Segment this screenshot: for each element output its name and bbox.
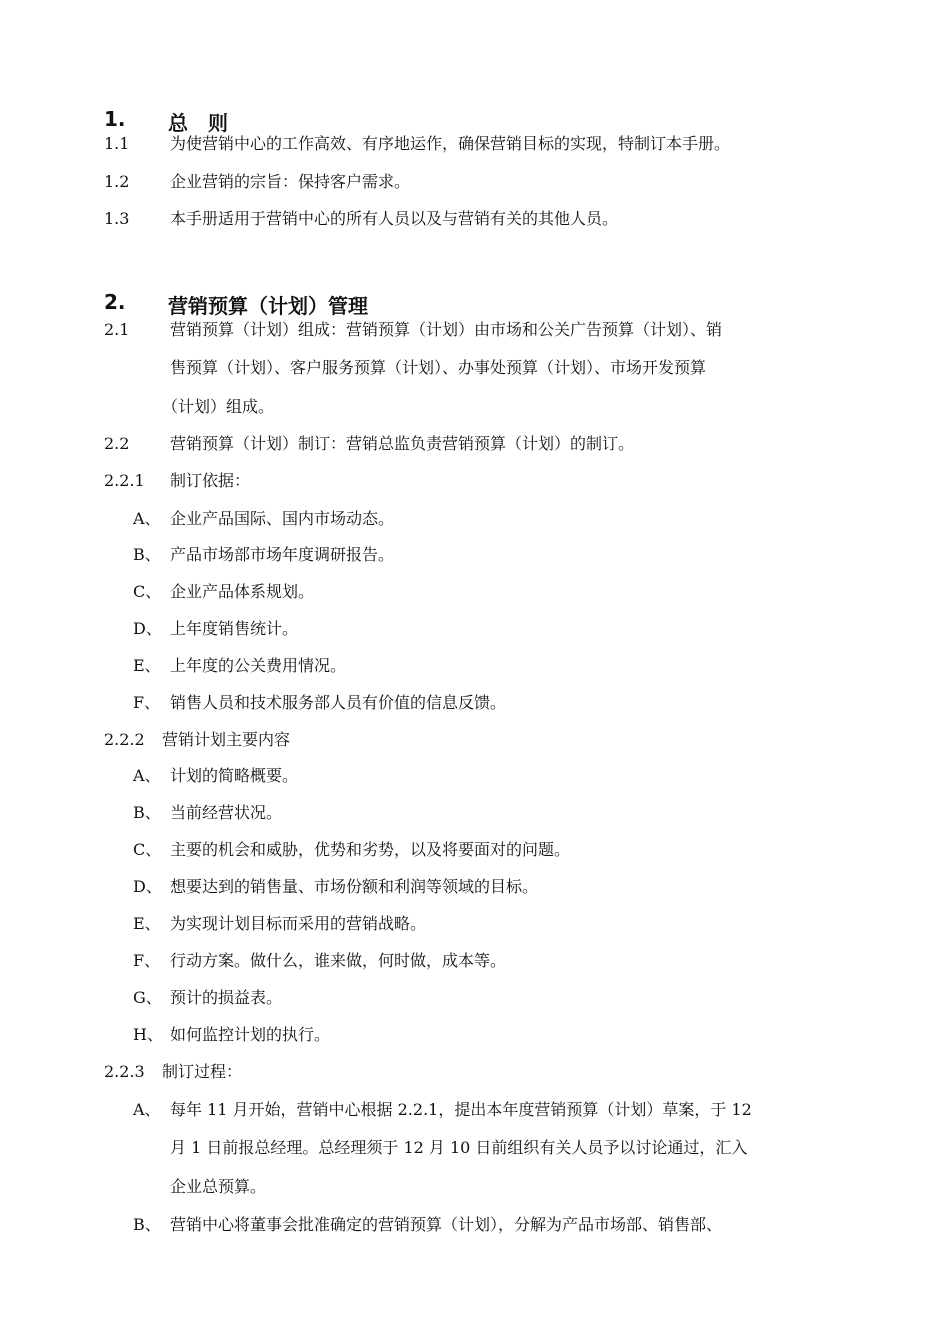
list-item [0,765,950,787]
list-item-text: 上年度的公关费用情况。 [170,656,347,675]
list-marker: B、 [133,803,161,822]
list-item-text: 企业产品体系规划。 [170,582,315,601]
list-item-text: 预计的损益表。 [170,988,283,1007]
list-marker: E、 [133,914,161,933]
clause-number: 1.3 [104,209,130,228]
clause-2-1 [0,319,950,341]
list-item-continued [0,1176,950,1198]
list-item-text: 销售人员和技术服务部人员有价值的信息反馈。 [170,693,507,712]
list-marker: C、 [133,582,162,601]
section-number: 1. [104,107,126,131]
clause-text-line: 营销预算（计划）组成：营销预算（计划）由市场和公关广告预算（计划）、销 [170,320,723,339]
list-marker: B、 [133,1215,161,1234]
list-marker: F、 [133,693,161,712]
clause-2-2-3 [0,1061,950,1083]
clause-text: 为使营销中心的工作高效、有序地运作，确保营销目标的实现，特制订本手册。 [170,134,731,153]
clause-number: 2.2.2 [104,730,145,749]
clause-2-2 [0,433,950,455]
section-title: 总 则 [168,111,228,135]
clause-2-1-continued [0,396,950,418]
list-item [0,802,950,824]
list-item-text: 产品市场部市场年度调研报告。 [170,545,395,564]
list-item-text: 当前经营状况。 [170,803,283,822]
list-item-text: 主要的机会和威胁，优势和劣势，以及将要面对的问题。 [170,840,571,859]
list-marker: E、 [133,656,161,675]
clause-text: 营销计划主要内容 [162,730,291,749]
list-item [0,618,950,640]
section-number: 2. [104,290,126,314]
clause-text: 企业营销的宗旨：保持客户需求。 [170,172,411,191]
list-item-text: 营销中心将董事会批准确定的营销预算（计划），分解为产品市场部、销售部、 [170,1215,723,1234]
list-item [0,544,950,566]
list-item-text: 上年度销售统计。 [170,619,299,638]
list-marker: D、 [133,619,162,638]
clause-2-1-continued [0,357,950,379]
list-item [0,1214,950,1236]
list-item [0,692,950,714]
clause-text: 制订过程： [162,1062,243,1081]
list-marker: G、 [133,988,162,1007]
list-item-text: 如何监控计划的执行。 [170,1025,331,1044]
list-marker: F、 [133,951,161,970]
list-item [0,987,950,1009]
list-item-text-line: 月 1 日前报总经理。总经理须于 12 月 10 日前组织有关人员予以讨论通过，汇入 [170,1138,748,1157]
list-item [0,876,950,898]
clause-number: 2.2.1 [104,471,145,490]
list-marker: C、 [133,840,162,859]
list-item [0,581,950,603]
list-item [0,913,950,935]
list-item [0,508,950,530]
list-item-text: 行动方案。做什么，谁来做，何时做，成本等。 [170,951,507,970]
clause-number: 2.2.3 [104,1062,145,1081]
list-item [0,1099,950,1121]
list-item-text-line: 企业总预算。 [170,1177,267,1196]
list-item [0,950,950,972]
list-marker: B、 [133,545,161,564]
list-item-text: 企业产品国际、国内市场动态。 [170,509,395,528]
list-item-text: 想要达到的销售量、市场份额和利润等领域的目标。 [170,877,539,896]
clause-text: 制订依据： [170,471,251,490]
list-item [0,839,950,861]
clause-number: 1.1 [104,134,130,153]
list-marker: A、 [133,766,161,785]
list-item-text: 为实现计划目标而采用的营销战略。 [170,914,427,933]
list-item [0,1024,950,1046]
list-marker: D、 [133,877,162,896]
list-item-continued [0,1137,950,1159]
list-marker: H、 [133,1025,163,1044]
clause-1-1 [0,133,950,155]
list-item [0,655,950,677]
clause-1-3 [0,208,950,230]
list-item-text: 计划的简略概要。 [170,766,299,785]
clause-text: 本手册适用于营销中心的所有人员以及与营销有关的其他人员。 [170,209,619,228]
clause-number: 1.2 [104,172,130,191]
clause-2-2-1 [0,470,950,492]
clause-1-2 [0,171,950,193]
clause-2-2-2 [0,729,950,751]
clause-text-line: （计划）组成。 [162,397,275,416]
section-title: 营销预算（计划）管理 [168,294,368,318]
clause-text-line: 售预算（计划）、客户服务预算（计划）、办事处预算（计划）、市场开发预算 [170,358,707,377]
clause-text: 营销预算（计划）制订：营销总监负责营销预算（计划）的制订。 [170,434,635,453]
list-marker: A、 [133,1100,161,1119]
clause-number: 2.1 [104,320,130,339]
list-item-text-line: 每年 11 月开始，营销中心根据 2.2.1，提出本年度营销预算（计划）草案，于 12 [170,1100,752,1119]
clause-number: 2.2 [104,434,130,453]
list-marker: A、 [133,509,161,528]
